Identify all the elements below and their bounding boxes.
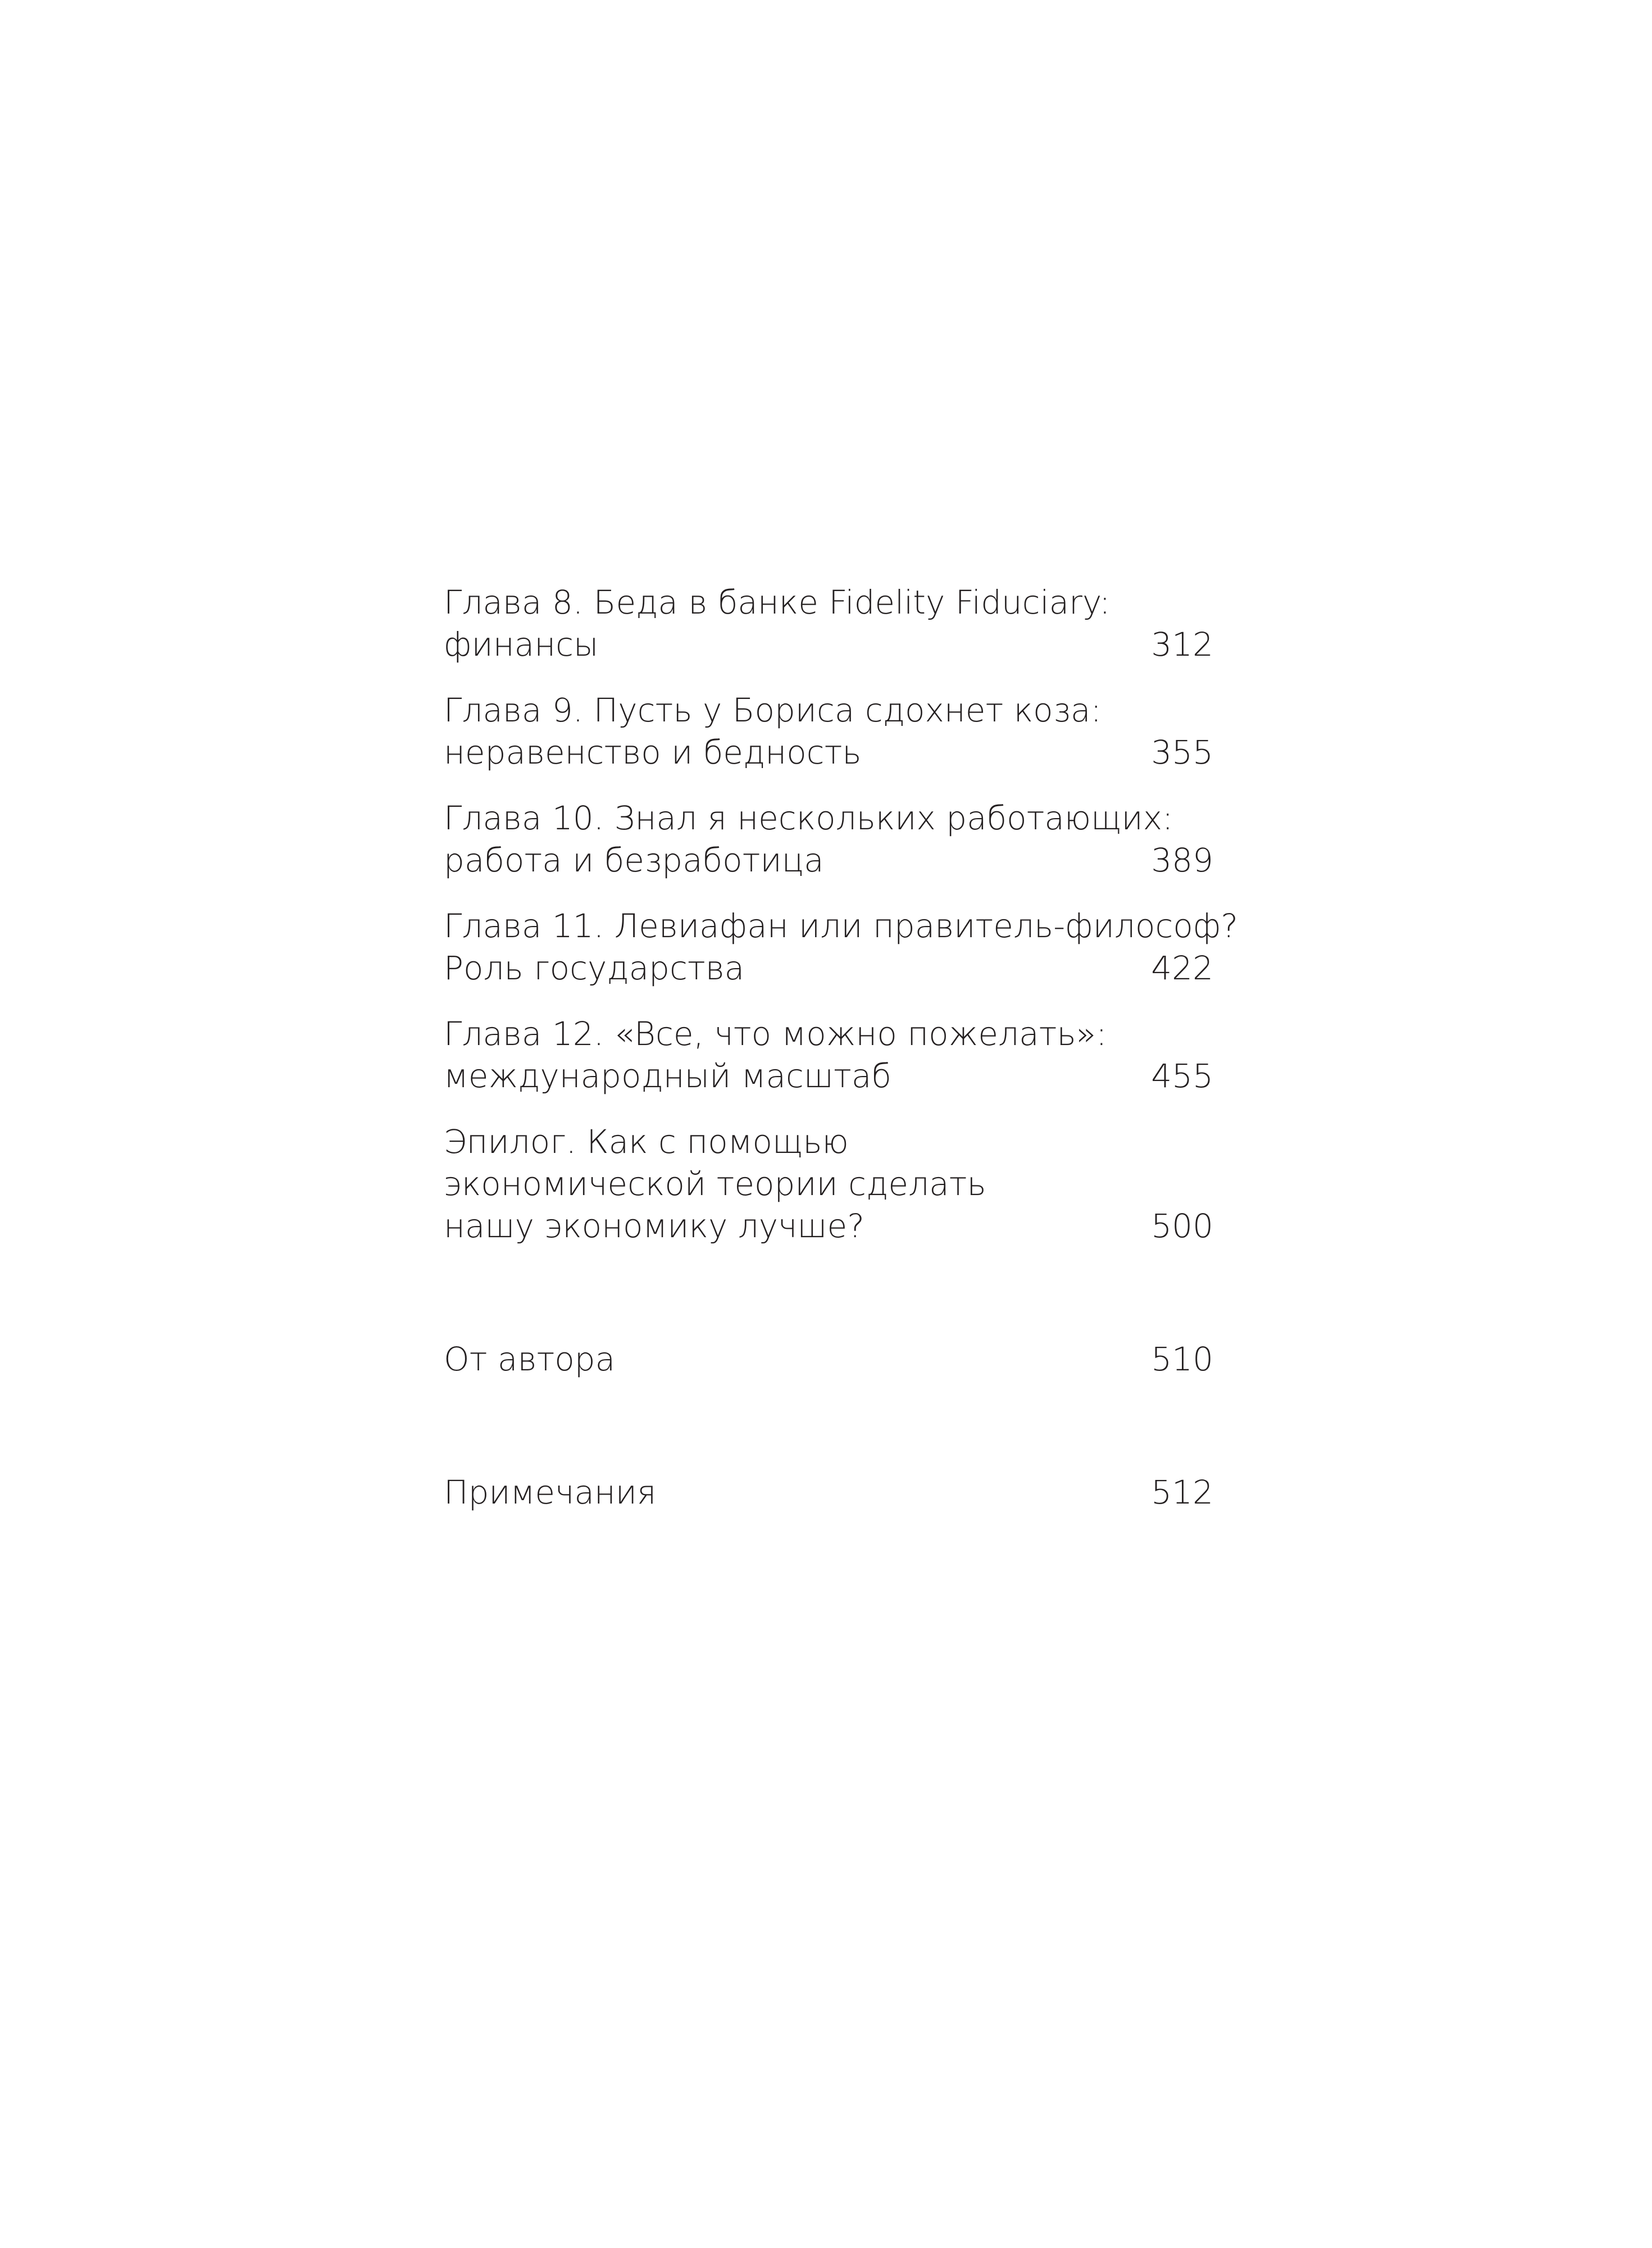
- toc-entry-chapter-8[interactable]: [444, 582, 1213, 666]
- toc-page-number: 510: [1151, 1340, 1213, 1378]
- toc-entry-chapter-12[interactable]: [444, 1013, 1213, 1097]
- toc-page-number: 500: [1151, 1207, 1213, 1245]
- toc-entry-title-line: нашу экономику лучше?: [444, 1207, 864, 1245]
- toc-entry-notes[interactable]: [444, 1472, 1213, 1514]
- toc-entry-title-line: Глава 12. «Все, что можно пожелать»:: [444, 1015, 1107, 1053]
- toc-entry-chapter-11[interactable]: [444, 905, 1239, 989]
- toc-entry-epilogue[interactable]: [444, 1121, 1213, 1247]
- toc-page-number: 512: [1151, 1473, 1213, 1511]
- toc-entry-title-line: экономической теории сделать: [444, 1165, 986, 1203]
- toc-entry-chapter-10[interactable]: [444, 797, 1213, 882]
- toc-entry-from-author[interactable]: [444, 1338, 1213, 1380]
- toc-entry-title-line: Глава 8. Беда в банке Fidelity Fiduciary:: [444, 583, 1111, 621]
- toc-page-number: 312: [1151, 625, 1213, 664]
- toc-entry-title-line: Глава 9. Пусть у Бориса сдохнет коза:: [444, 691, 1102, 729]
- toc-page-number: 455: [1151, 1057, 1213, 1095]
- toc-entry-title-line: Роль государства: [444, 949, 745, 987]
- toc-page-number: 422: [1151, 949, 1213, 987]
- toc-page-number: 389: [1151, 841, 1213, 879]
- toc-entry-title-line: Глава 11. Левиафан или правитель-философ?: [444, 907, 1239, 945]
- toc-entry-title-line: Глава 10. Знал я нескольких работающих:: [444, 799, 1173, 837]
- toc-page-number: 355: [1151, 733, 1213, 771]
- toc-entry-title-line: работа и безработица: [444, 841, 824, 879]
- toc-entry-title-line: неравенство и бедность: [444, 733, 862, 771]
- toc-entry-title-line: Примечания: [444, 1473, 657, 1511]
- toc-entry-title-line: От автора: [444, 1340, 616, 1378]
- toc-entry-title-line: международный масштаб: [444, 1057, 891, 1095]
- toc-entry-title-line: финансы: [444, 625, 599, 664]
- toc-entry-title-line: Эпилог. Как с помощью: [444, 1123, 849, 1161]
- table-of-contents: [444, 582, 1239, 1514]
- toc-entry-chapter-9[interactable]: [444, 689, 1213, 774]
